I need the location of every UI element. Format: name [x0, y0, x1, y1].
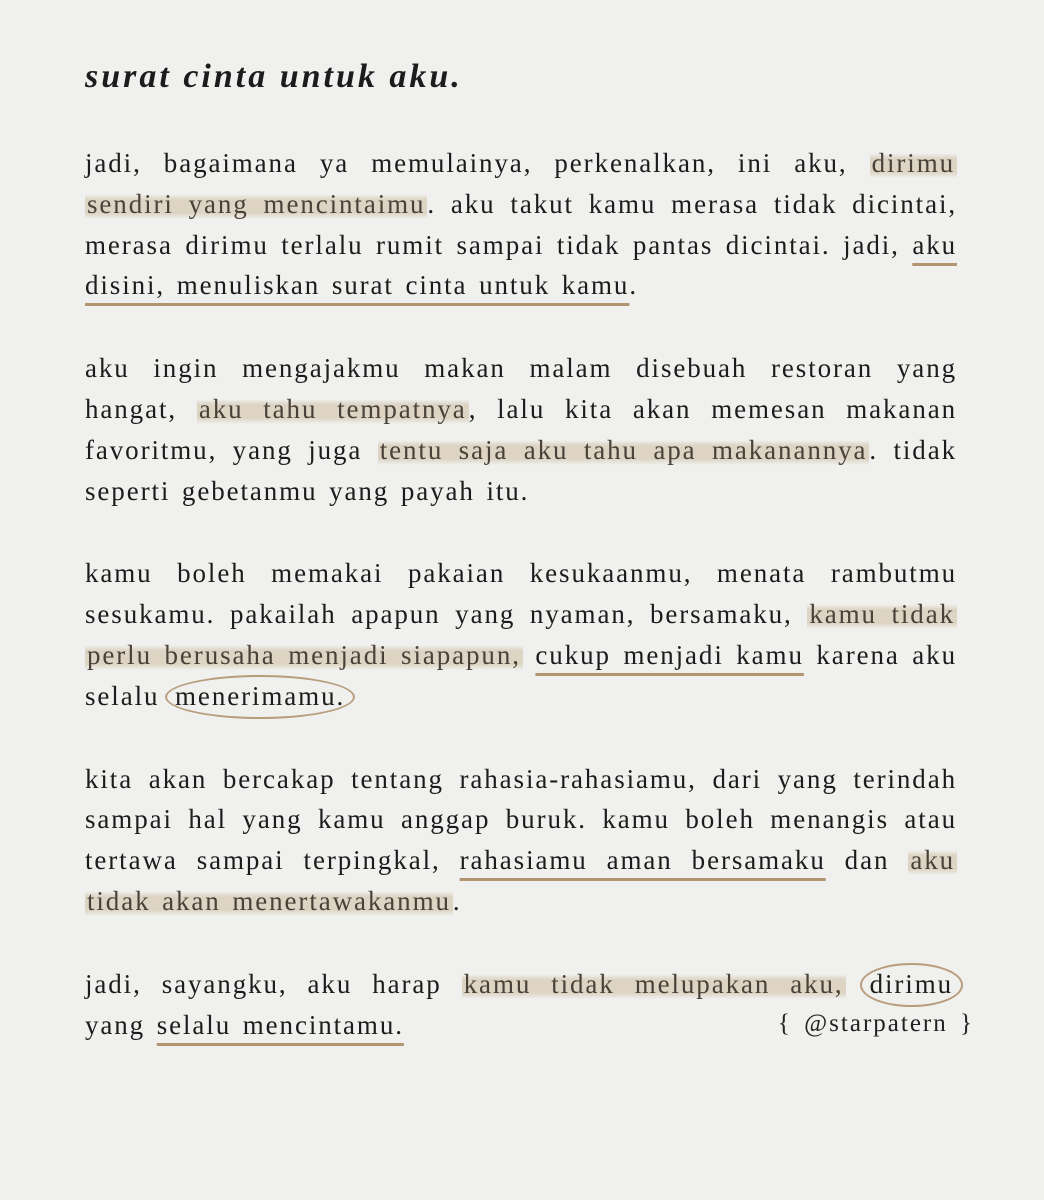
text: karena aku selalu: [85, 639, 957, 711]
highlighted-phrase: kamu tidak perlu berusaha menjadi siapapun,: [87, 599, 955, 670]
highlighted-phrase: aku tahu tempatnya: [198, 393, 467, 424]
text: jadi, bagaimana ya memulainya, perkenalkan, ini aku,: [85, 148, 870, 178]
underlined-phrase: aku disini, menuliskan surat cinta untuk kamu: [85, 229, 957, 301]
highlighted-phrase: kamu tidak melupakan aku,: [463, 968, 844, 999]
paragraph-1: [85, 143, 957, 306]
circled-word: menerimamu.: [165, 675, 355, 719]
text: .: [629, 270, 638, 301]
paragraph-4: [85, 759, 957, 922]
paragraph-2: [85, 348, 957, 511]
underlined-phrase: cukup menjadi kamu: [535, 639, 804, 670]
text: . tidak seperti gebetanmu yang payah itu.: [85, 434, 957, 506]
text: kita akan bercakap tentang rahasia-rahasiamu, dari yang terindah sampai hal yang kamu anggap buruk. kamu boleh menangis atau tertawa sampai terpingkal,: [85, 763, 957, 876]
text: , lalu kita akan memesan makanan favoritmu, yang juga: [85, 393, 958, 465]
text: .: [452, 885, 462, 916]
text: aku ingin mengajakmu makan malam disebuah restoran yang hangat,: [85, 353, 957, 424]
highlighted-phrase: aku tidak akan menertawakanmu: [87, 845, 956, 916]
text: kamu boleh memakai pakaian kesukaanmu, menata rambutmu sesukamu. pakailah apapun yang nyaman, bersamaku,: [85, 558, 957, 630]
underlined-phrase: rahasiamu aman bersamaku: [459, 845, 826, 876]
text: yang: [85, 1009, 157, 1040]
text: . aku takut kamu merasa tidak dicintai, merasa dirimu terlalu rumit sampai tidak pantas dicintai. jadi,: [85, 188, 957, 260]
letter-title: surat cinta untuk aku.: [85, 58, 463, 95]
text: [523, 640, 536, 670]
letter: [85, 55, 957, 1087]
highlighted-phrase: tentu saja aku tahu apa makanannya: [379, 434, 868, 465]
underlined-phrase: selalu mencintamu.: [156, 1009, 404, 1040]
text: dan: [825, 845, 909, 876]
highlighted-phrase: dirimu sendiri yang mencintaimu: [87, 148, 955, 219]
text: jadi, sayangku, aku harap: [85, 968, 462, 999]
signature: { @starpatern }: [777, 1010, 974, 1037]
circled-word: dirimu: [860, 963, 963, 1007]
paragraph-3: [85, 553, 957, 716]
